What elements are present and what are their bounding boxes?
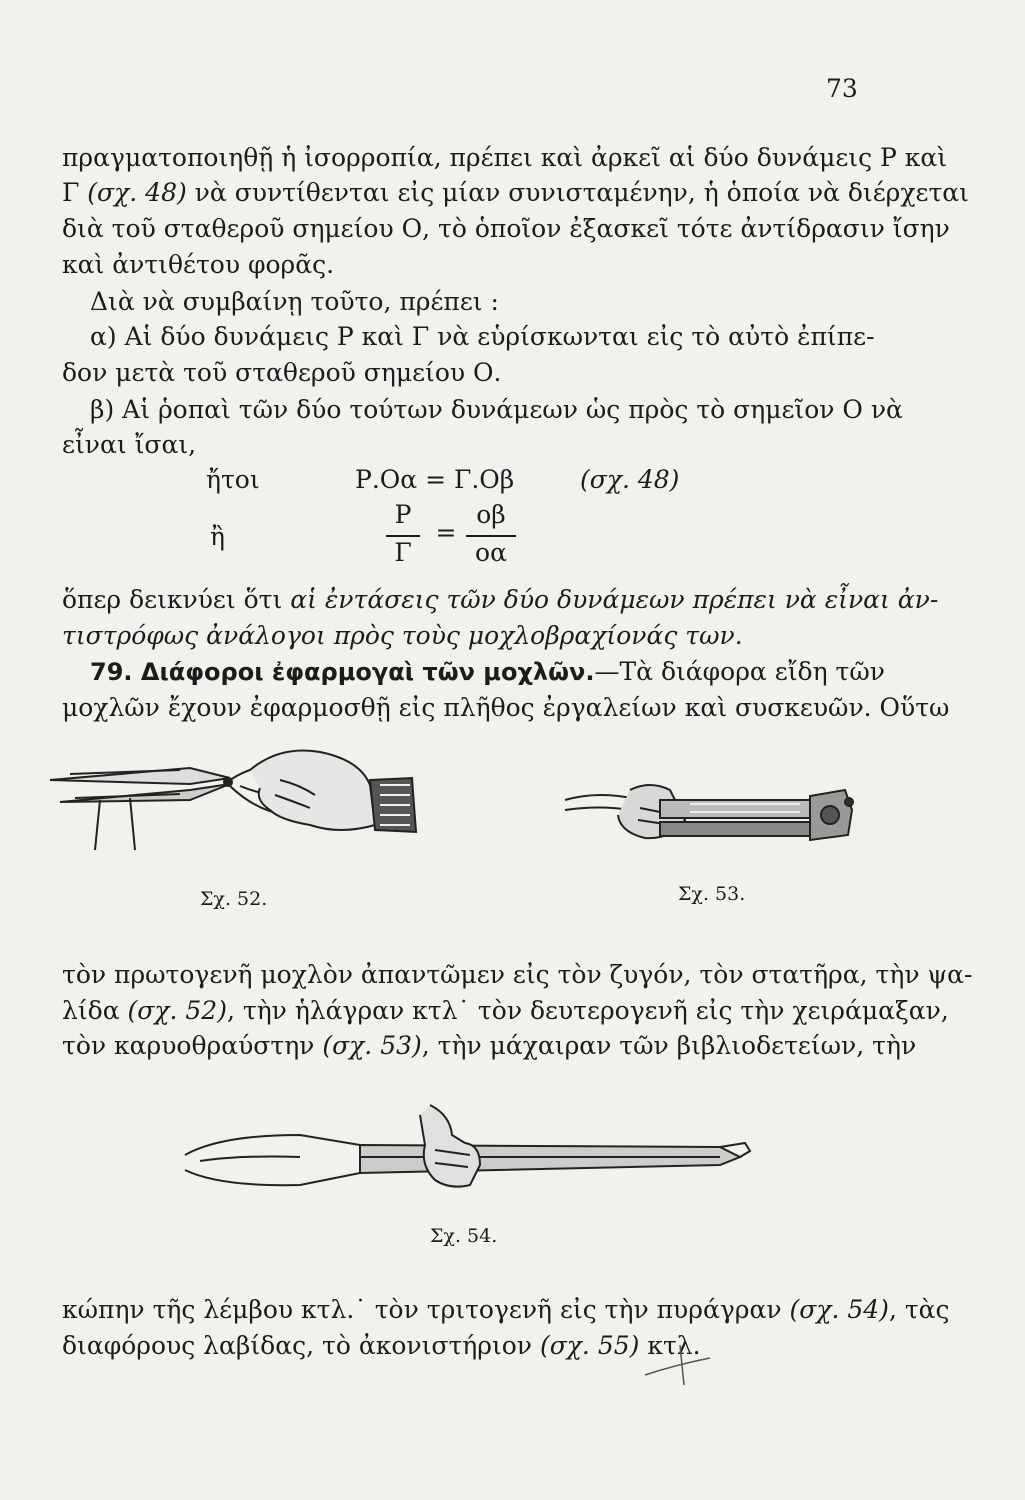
text-line xyxy=(62,583,939,617)
equals-sign: = xyxy=(435,518,457,547)
text-span: —Τὰ διάφορα εἴδη τῶν xyxy=(594,657,885,686)
section-heading-line xyxy=(90,655,885,689)
section-heading: 79. Διάφοροι ἐφαρμογαὶ τῶν μοχλῶν. xyxy=(90,658,595,686)
text-span: Γ xyxy=(62,178,88,207)
italic-text: αἱ ἐντάσεις τῶν δύο δυνάμεων πρέπει νὰ εἶναι ἀν- xyxy=(290,585,939,614)
text-line: διὰ τοῦ σταθεροῦ σημείου Ο, τὸ ὁποῖον ἐξασκεῖ τότε ἀντίδρασιν ἴσην xyxy=(62,214,950,243)
fraction-numerator: Ρ xyxy=(394,500,412,529)
text-line xyxy=(62,176,969,210)
text-span: νὰ συντίθενται εἰς μίαν συνισταμένην, ἡ ὁποία νὰ διέρχεται xyxy=(186,178,969,207)
text-line: β) Αἱ ῥοπαὶ τῶν δύο τούτων δυνάμεων ὡς πρὸς τὸ σημεῖον Ο νὰ xyxy=(90,395,903,424)
figure-reference: (σχ. 53) xyxy=(322,1031,422,1060)
figure-caption: Σχ. 52. xyxy=(200,888,268,910)
pencil-mark xyxy=(640,1340,720,1390)
nutcracker-figure xyxy=(560,760,870,870)
fire-tongs-figure xyxy=(180,1095,760,1215)
page-number: 73 xyxy=(826,74,858,103)
text-span: , τὴν μάχαιραν τῶν βιβλιοδετείων, τὴν xyxy=(421,1031,917,1060)
text-line: Διὰ νὰ συμβαίνῃ τοῦτο, πρέπει : xyxy=(90,287,499,316)
equation-formula: Ρ.Οα = Γ.Οβ xyxy=(355,465,515,494)
text-line: α) Αἱ δύο δυνάμεις Ρ καὶ Γ νὰ εὑρίσκωνται εἰς τὸ αὐτὸ ἐπίπε- xyxy=(90,322,875,351)
scissors-figure xyxy=(40,740,440,860)
figure-caption: Σχ. 54. xyxy=(430,1225,498,1247)
fraction-denominator: οα xyxy=(475,538,507,567)
text-span: λίδα xyxy=(62,996,128,1025)
text-span: τὸν καρυοθραύστην xyxy=(62,1031,323,1060)
text-line: δον μετὰ τοῦ σταθεροῦ σημείου Ο. xyxy=(62,358,502,387)
figure-caption: Σχ. 53. xyxy=(678,883,746,905)
text-line: πραγματοποιηθῇ ἡ ἰσορροπία, πρέπει καὶ ἀρκεῖ αἱ δύο δυνάμεις Ρ καὶ xyxy=(62,143,948,172)
figure-reference: (σχ. 55) xyxy=(539,1331,640,1360)
text-span: ὅπερ δεικνύει ὅτι xyxy=(62,585,291,614)
equation-word: ἢ xyxy=(210,522,225,551)
figure-reference: (σχ. 48) xyxy=(87,178,187,207)
text-line: μοχλῶν ἔχουν ἐφαρμοσθῇ εἰς πλῆθος ἐργαλείων καὶ συσκευῶν. Οὕτω xyxy=(62,693,950,722)
text-line xyxy=(62,1293,950,1327)
text-line: τιστρόφως ἀνάλογοι πρὸς τοὺς μοχλοβραχίονάς των. xyxy=(62,621,743,650)
text-line xyxy=(62,1329,862,1363)
fraction-bar xyxy=(386,535,420,537)
text-span: , τὰς xyxy=(888,1295,950,1324)
text-line xyxy=(62,994,949,1028)
text-line: εἶναι ἴσαι, xyxy=(62,430,197,459)
text-line xyxy=(62,1029,917,1063)
fraction-numerator: οβ xyxy=(476,500,506,529)
figure-reference: (σχ. 48) xyxy=(580,465,680,494)
equation-word: ἤτοι xyxy=(206,465,260,494)
fraction-denominator: Γ xyxy=(394,538,412,567)
figure-reference: (σχ. 52) xyxy=(127,996,227,1025)
text-span: κτλ. xyxy=(639,1331,701,1360)
text-span: διαφόρους λαβίδας, τὸ ἀκονιστήριον xyxy=(62,1331,540,1360)
text-line: καὶ ἀντιθέτου φορᾶς. xyxy=(62,250,335,279)
text-span: , τὴν ἡλάγραν κτλ˙ τὸν δευτερογενῆ εἰς τὴν χειράμαξαν, xyxy=(226,996,949,1025)
fraction-bar xyxy=(466,535,516,537)
text-line: τὸν πρωτογενῆ μοχλὸν ἀπαντῶμεν εἰς τὸν ζυγόν, τὸν στατῆρα, τὴν ψα- xyxy=(62,960,973,989)
figure-reference: (σχ. 54) xyxy=(789,1295,889,1324)
text-span: κώπην τῆς λέμβου κτλ.˙ τὸν τριτογενῆ εἰς τὴν πυράγραν xyxy=(62,1295,790,1324)
